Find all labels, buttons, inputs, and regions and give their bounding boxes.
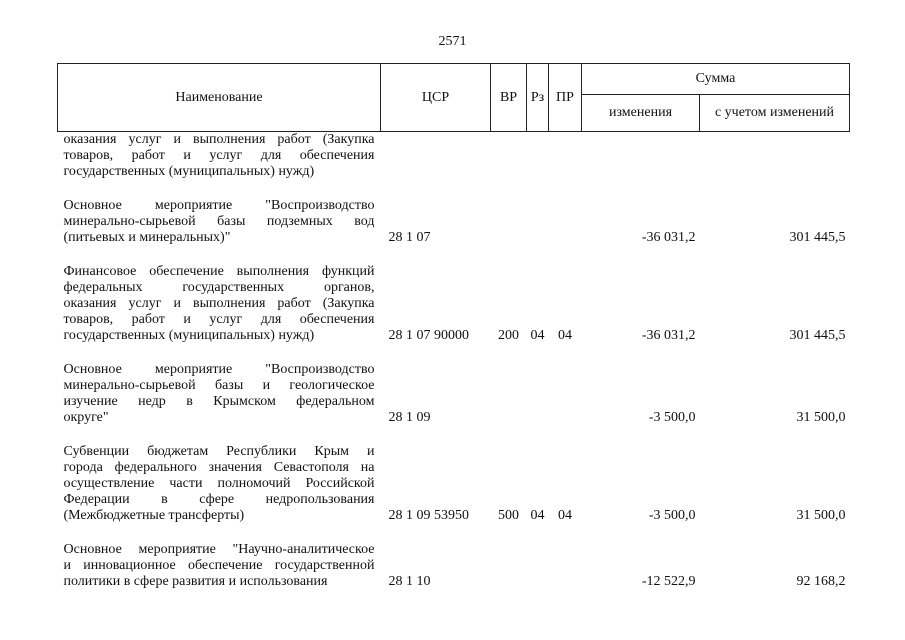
row-name-line: Основное мероприятие "Воспроизводство <box>63 198 375 213</box>
row-name <box>58 246 381 344</box>
row-name-line: товаров, работ и услуг для обеспечения <box>63 148 375 163</box>
row-name-line: Основное мероприятие "Научно-аналитическое <box>63 542 375 557</box>
row-name-line: Субвенции бюджетам Республики Крым и <box>63 444 375 459</box>
row-rz <box>527 344 549 426</box>
row-name-line: Федерации в сфере недропользования <box>63 492 375 507</box>
row-csr: 28 1 07 <box>388 230 431 245</box>
table-row <box>58 246 850 344</box>
row-change <box>582 132 700 181</box>
row-csr: 28 1 10 <box>388 574 431 589</box>
header-sum: Сумма <box>582 64 850 95</box>
row-name-line: осуществление части полномочий Российской <box>63 476 375 491</box>
row-total: 31 500,0 <box>796 508 846 523</box>
row-total: 92 168,2 <box>796 574 846 589</box>
row-name-line: изучение недр в Крымском федеральном <box>63 394 375 409</box>
row-vr <box>491 180 527 246</box>
table-row <box>58 426 850 524</box>
row-name-line: федеральных государственных органов, <box>63 280 375 295</box>
row-name <box>58 180 381 246</box>
row-name-line: государственных (муниципальных) нужд) <box>63 164 315 179</box>
row-name-line: товаров, работ и услуг для обеспечения <box>63 312 375 327</box>
row-rz <box>527 524 549 590</box>
row-pr: 04 <box>558 508 572 523</box>
budget-table <box>57 63 850 590</box>
row-vr: 500 <box>498 508 519 523</box>
row-name-line: Основное мероприятие "Воспроизводство <box>63 362 375 377</box>
page-number: 2571 <box>438 34 467 49</box>
row-vr <box>491 524 527 590</box>
row-pr <box>549 524 582 590</box>
row-pr <box>549 132 582 181</box>
row-rz: 04 <box>530 328 545 343</box>
budget-table-body <box>58 132 850 591</box>
row-pr <box>549 180 582 246</box>
row-pr: 04 <box>558 328 572 343</box>
row-name-line: государственных (муниципальных) нужд) <box>63 328 315 343</box>
table-row <box>58 180 850 246</box>
row-change: -3 500,0 <box>648 410 696 425</box>
row-name <box>58 426 381 524</box>
row-vr <box>491 132 527 181</box>
row-csr <box>381 132 491 181</box>
row-name-line: Финансовое обеспечение выполнения функций <box>63 264 375 279</box>
table-row <box>58 524 850 590</box>
row-pr <box>549 344 582 426</box>
row-csr: 28 1 07 90000 <box>388 328 469 343</box>
header-csr: ЦСР <box>381 64 491 132</box>
row-name-line: и инновационное обеспечение государственной <box>63 558 375 573</box>
row-total <box>700 132 850 181</box>
header-pr: ПР <box>549 64 582 132</box>
row-total: 31 500,0 <box>796 410 846 425</box>
table-row <box>58 132 850 181</box>
row-rz <box>527 180 549 246</box>
table-row <box>58 344 850 426</box>
row-name-line: минерально-сырьевой базы и геологическое <box>63 378 375 393</box>
header-rz: Рз <box>527 64 549 132</box>
row-name-line: (питьевых и минеральных)" <box>63 230 231 245</box>
header-name: Наименование <box>58 64 381 132</box>
row-change: -3 500,0 <box>648 508 696 523</box>
row-name-line: минерально-сырьевой базы подземных вод <box>63 214 375 229</box>
row-name-line: оказания услуг и выполнения работ (Закупка <box>63 132 375 147</box>
row-vr: 200 <box>498 328 519 343</box>
row-name <box>58 344 381 426</box>
row-name-line: (Межбюджетные трансферты) <box>63 508 245 523</box>
row-name-line: округе" <box>63 410 109 425</box>
row-name-line: оказания услуг и выполнения работ (Закупка <box>63 296 375 311</box>
row-change: -36 031,2 <box>641 230 696 245</box>
header-with-changes: с учетом изменений <box>700 95 850 132</box>
row-name <box>58 524 381 590</box>
row-rz <box>527 132 549 181</box>
row-total: 301 445,5 <box>789 230 846 245</box>
row-name-line: города федерального значения Севастополя на <box>63 460 375 475</box>
row-total: 301 445,5 <box>789 328 846 343</box>
header-vr: ВР <box>491 64 527 132</box>
header-change: изменения <box>582 95 700 132</box>
row-csr: 28 1 09 53950 <box>388 508 469 523</box>
row-vr <box>491 344 527 426</box>
row-change: -12 522,9 <box>641 574 696 589</box>
row-csr: 28 1 09 <box>388 410 431 425</box>
row-change: -36 031,2 <box>641 328 696 343</box>
row-rz: 04 <box>530 508 545 523</box>
row-name <box>58 132 381 181</box>
row-name-line: политики в сфере развития и использования <box>63 574 328 589</box>
